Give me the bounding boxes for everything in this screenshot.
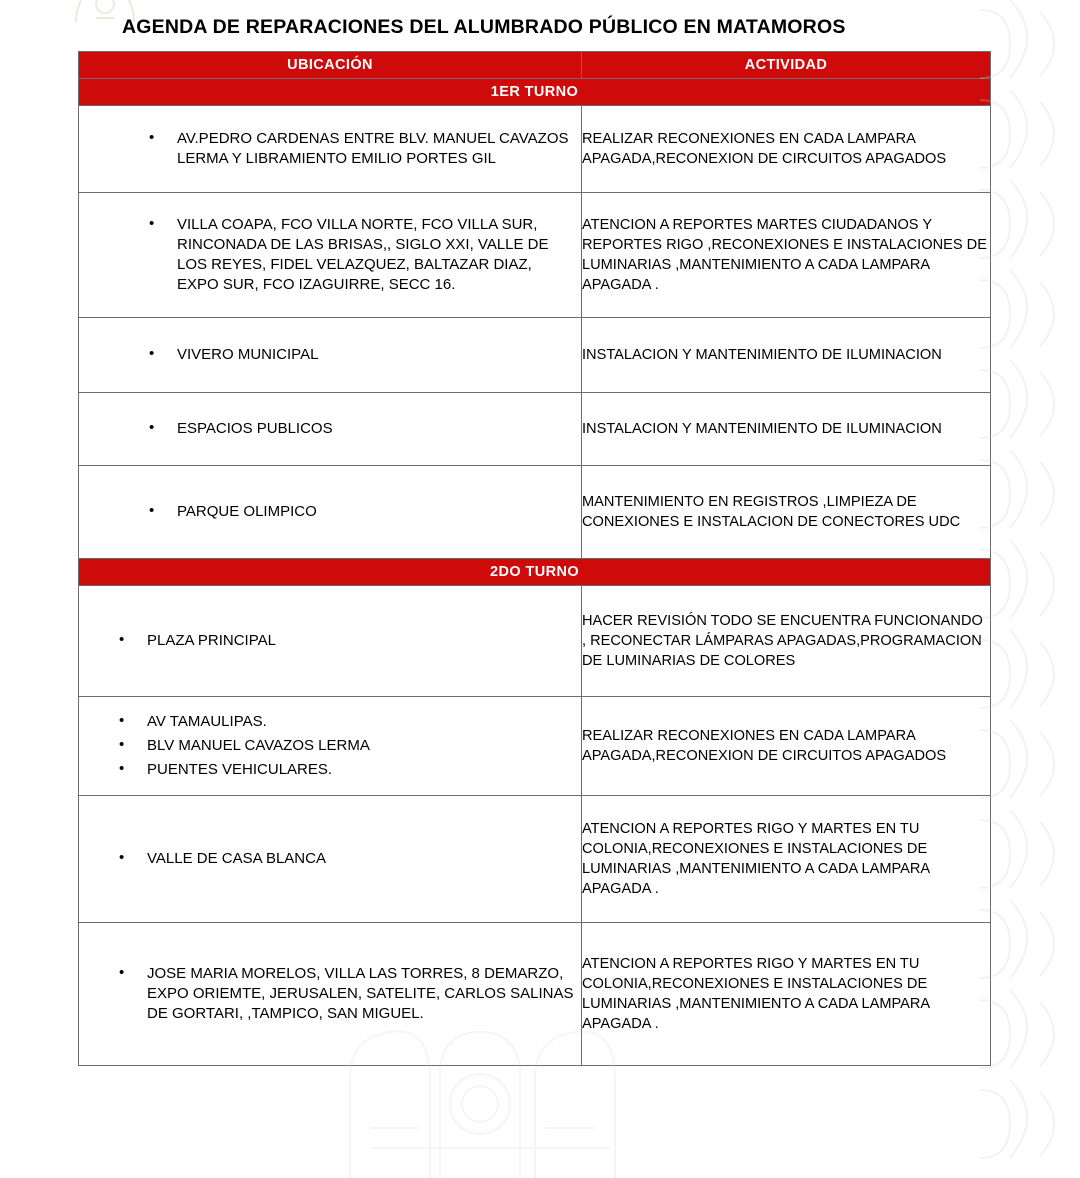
ubicacion-cell [79, 466, 582, 559]
list-item: • VALLE DE CASA BLANCA [79, 849, 581, 869]
list-item: • VIVERO MUNICIPAL [79, 345, 581, 365]
ubicacion-cell [79, 193, 582, 318]
list-item: • AV TAMAULIPAS. [79, 712, 581, 732]
ubicacion-cell [79, 393, 582, 466]
table-row [79, 106, 991, 193]
table-row [79, 466, 991, 559]
table-row [79, 193, 991, 318]
section-header-row [79, 79, 991, 106]
agenda-table [78, 51, 991, 1066]
list-item: • VILLA COAPA, FCO VILLA NORTE, FCO VILLA SUR, RINCONADA DE LAS BRISAS,, SIGLO XXI, VALLE DE LOS REYES, FIDEL VELAZQUEZ, BALTAZAR DIAZ, EXPO SUR, FCO IZAGUIRRE, SECC 16. [79, 215, 581, 295]
actividad-cell [582, 193, 991, 318]
list-item: • JOSE MARIA MORELOS, VILLA LAS TORRES, 8 DEMARZO, EXPO ORIEMTE, JERUSALEN, SATELITE, CARLOS SALINAS DE GORTARI, ,TAMPICO, SAN MIGUEL. [79, 964, 581, 1024]
section-title-turno-1: 1ER TURNO [79, 79, 991, 106]
actividad-cell [582, 697, 991, 796]
ubicacion-list [79, 419, 581, 439]
actividad-text: INSTALACION Y MANTENIMIENTO DE ILUMINACION [582, 421, 942, 437]
ubicacion-list [79, 345, 581, 365]
actividad-cell [582, 923, 991, 1066]
ubicacion-list [79, 215, 581, 295]
ubicacion-cell [79, 318, 582, 393]
actividad-text: REALIZAR RECONEXIONES EN CADA LAMPARA APAGADA,RECONEXION DE CIRCUITOS APAGADOS [582, 131, 947, 167]
table-row [79, 796, 991, 923]
table-row [79, 318, 991, 393]
ubicacion-cell [79, 106, 582, 193]
actividad-text: ATENCION A REPORTES MARTES CIUDADANOS Y REPORTES RIGO ,RECONEXIONES E INSTALACIONES DE LUMINARIAS ,MANTENIMIENTO A CADA LAMPARA APAGADA . [582, 217, 987, 293]
ubicacion-list [79, 849, 581, 869]
ubicacion-list [79, 502, 581, 522]
actividad-text: HACER REVISIÓN TODO SE ENCUENTRA FUNCIONANDO , RECONECTAR LÁMPARAS APAGADAS,PROGRAMACION DE LUMINARIAS DE COLORES [582, 613, 983, 669]
actividad-text: REALIZAR RECONEXIONES EN CADA LAMPARA APAGADA,RECONEXION DE CIRCUITOS APAGADOS [582, 728, 947, 764]
actividad-cell [582, 466, 991, 559]
ubicacion-list [79, 631, 581, 651]
list-item: • PARQUE OLIMPICO [79, 502, 581, 522]
page-title: AGENDA DE REPARACIONES DEL ALUMBRADO PÚBLICO EN MATAMOROS [122, 16, 846, 38]
list-item: • BLV MANUEL CAVAZOS LERMA [79, 736, 581, 756]
actividad-cell [582, 318, 991, 393]
ubicacion-cell [79, 923, 582, 1066]
table-row [79, 923, 991, 1066]
table-row [79, 393, 991, 466]
section-header-row [79, 559, 991, 586]
ubicacion-list [79, 129, 581, 169]
actividad-text: ATENCION A REPORTES RIGO Y MARTES EN TU COLONIA,RECONEXIONES E INSTALACIONES DE LUMINARIAS ,MANTENIMIENTO A CADA LAMPARA APAGADA . [582, 821, 930, 897]
ubicacion-list [79, 964, 581, 1024]
column-header-actividad: ACTIVIDAD [582, 52, 991, 79]
actividad-text: ATENCION A REPORTES RIGO Y MARTES EN TU COLONIA,RECONEXIONES E INSTALACIONES DE LUMINARIAS ,MANTENIMIENTO A CADA LAMPARA APAGADA . [582, 956, 930, 1032]
ubicacion-cell [79, 586, 582, 697]
actividad-text: MANTENIMIENTO EN REGISTROS ,LIMPIEZA DE CONEXIONES E INSTALACION DE CONECTORES UDC [582, 494, 961, 530]
ubicacion-cell [79, 697, 582, 796]
ubicacion-list [79, 712, 581, 780]
actividad-cell [582, 106, 991, 193]
section-title-turno-2: 2DO TURNO [79, 559, 991, 586]
actividad-cell [582, 796, 991, 923]
actividad-cell [582, 393, 991, 466]
list-item: • PLAZA PRINCIPAL [79, 631, 581, 651]
actividad-text: INSTALACION Y MANTENIMIENTO DE ILUMINACION [582, 347, 942, 363]
table-row [79, 697, 991, 796]
ubicacion-cell [79, 796, 582, 923]
table-header-row [79, 52, 991, 79]
list-item: • PUENTES VEHICULARES. [79, 760, 581, 780]
list-item: • AV.PEDRO CARDENAS ENTRE BLV. MANUEL CAVAZOS LERMA Y LIBRAMIENTO EMILIO PORTES GIL [79, 129, 581, 169]
actividad-cell [582, 586, 991, 697]
list-item: • ESPACIOS PUBLICOS [79, 419, 581, 439]
column-header-ubicacion: UBICACIÓN [79, 52, 582, 79]
table-row [79, 586, 991, 697]
